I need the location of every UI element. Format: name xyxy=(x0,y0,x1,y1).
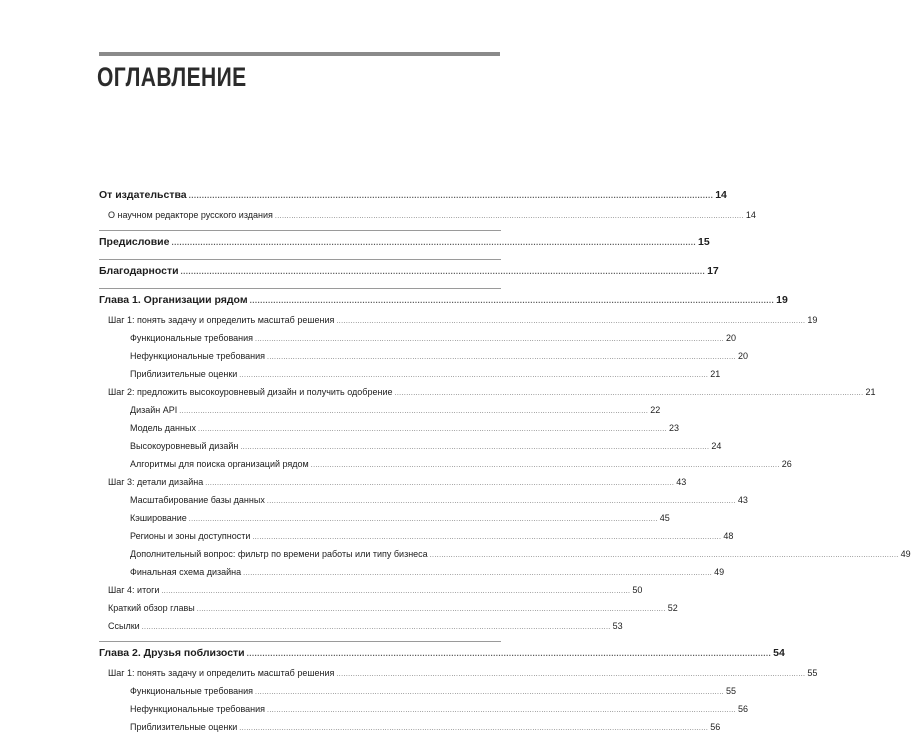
toc-dot-leader: ........................................................................................................................................................................................................ xyxy=(141,624,611,631)
toc-entry-level-2[interactable] xyxy=(99,664,818,682)
toc-entry-page: 15 xyxy=(698,236,710,248)
toc-entry-title: Шаг 4: итоги xyxy=(108,585,160,595)
toc-entry-level-2[interactable] xyxy=(99,383,876,401)
toc-dot-leader: ........................................................................................................................................................................................................ xyxy=(274,213,744,220)
toc-dot-leader: ........................................................................................................................................................................................................ xyxy=(188,516,658,523)
toc-entry-title: Краткий обзор главы xyxy=(108,603,195,613)
toc-dot-leader: ........................................................................................................................................................................................................ xyxy=(239,372,709,379)
toc-dot-leader: ........................................................................................................................................................................................................ xyxy=(197,426,667,433)
toc-entry-level-3[interactable] xyxy=(99,509,670,527)
toc-entry-page: 53 xyxy=(612,621,623,631)
page-title: ОГЛАВЛЕНИЕ xyxy=(97,62,247,92)
toc-entry-level-2[interactable] xyxy=(99,599,678,617)
toc-entry-level-3[interactable] xyxy=(99,329,737,347)
toc-entry-page: 19 xyxy=(776,294,788,306)
toc-entry-page: 19 xyxy=(807,315,818,325)
toc-dot-leader: ........................................................................................................................................................................................................ xyxy=(336,671,806,678)
toc-entry-page: 50 xyxy=(632,585,643,595)
toc-entry-page: 56 xyxy=(710,722,721,732)
toc-dot-leader: ........................................................................................................................................................................................................ xyxy=(180,267,706,276)
toc-entry-title: Высокоуровневый дизайн xyxy=(130,441,239,451)
toc-entry-level-3[interactable] xyxy=(99,563,725,581)
toc-entry-level-3[interactable] xyxy=(99,347,748,365)
toc-entry-level-3[interactable] xyxy=(99,491,748,509)
toc-entry-page: 45 xyxy=(659,513,670,523)
toc-entry-title: Предисловие xyxy=(99,236,170,248)
toc-entry-title: Глава 2. Друзья поблизости xyxy=(99,647,245,659)
toc-entry-page: 23 xyxy=(668,423,679,433)
toc-dot-leader: ........................................................................................................................................................................................................ xyxy=(243,570,713,577)
toc-entry-title: Шаг 2: предложить высокоуровневый дизайн и получить одобрение xyxy=(108,387,393,397)
toc-entry-level-3[interactable] xyxy=(99,527,734,545)
toc-dot-leader: ........................................................................................................................................................................................................ xyxy=(246,649,772,658)
toc-entry-level-3[interactable] xyxy=(99,545,911,563)
toc-entry-level-3[interactable] xyxy=(99,700,748,718)
toc-entry-level-3[interactable] xyxy=(99,401,661,419)
toc-entry-page: 55 xyxy=(726,686,737,696)
heading-rule xyxy=(99,52,500,56)
toc-entry-page: 26 xyxy=(781,459,792,469)
toc-dot-leader: ........................................................................................................................................................................................................ xyxy=(252,534,722,541)
toc-dot-leader: ........................................................................................................................................................................................................ xyxy=(310,462,780,469)
toc-entry-page: 20 xyxy=(726,333,737,343)
toc-entry-title: Модель данных xyxy=(130,423,196,433)
toc-entry-level-2[interactable] xyxy=(99,206,756,224)
toc-entry-level-3[interactable] xyxy=(99,455,792,473)
toc-entry-page: 14 xyxy=(715,189,727,201)
toc-entry-title: Регионы и зоны доступности xyxy=(130,531,251,541)
toc-entry-page: 17 xyxy=(707,265,719,277)
toc-entry-level-3[interactable] xyxy=(99,365,721,383)
toc-dot-leader: ........................................................................................................................................................................................................ xyxy=(267,354,736,361)
toc-entry-level-3[interactable] xyxy=(99,682,737,700)
toc-entry-title: Дизайн API xyxy=(130,405,178,415)
toc-entry-level-2[interactable] xyxy=(99,473,687,491)
toc-entry-page: 22 xyxy=(650,405,661,415)
toc-dot-leader: ........................................................................................................................................................................................................ xyxy=(205,480,675,487)
toc-entry-page: 49 xyxy=(900,549,911,559)
toc-dot-leader: ........................................................................................................................................................................................................ xyxy=(188,191,714,200)
toc-dot-leader: ........................................................................................................................................................................................................ xyxy=(255,689,725,696)
toc-dot-leader: ........................................................................................................................................................................................................ xyxy=(179,408,649,415)
toc-entry-title: Нефункциональные требования xyxy=(130,351,266,361)
toc-dot-leader: ........................................................................................................................................................................................................ xyxy=(266,498,736,505)
toc-dot-leader: ........................................................................................................................................................................................................ xyxy=(249,296,775,305)
toc-entry-level-1[interactable] xyxy=(99,184,727,206)
toc-entry-level-1[interactable] xyxy=(99,641,785,664)
toc-entry-page: 14 xyxy=(745,210,756,220)
toc-entry-level-2[interactable] xyxy=(99,581,643,599)
toc-entry-title: Кэширование xyxy=(130,513,187,523)
toc-entry-title: Приблизительные оценки xyxy=(130,369,238,379)
toc-entry-page: 20 xyxy=(737,351,748,361)
toc-entry-level-3[interactable] xyxy=(99,419,679,437)
toc-entry-title: Шаг 1: понять задачу и определить масштаб решения xyxy=(108,668,335,678)
toc-entry-page: 21 xyxy=(865,387,876,397)
toc-entry-title: Функциональные требования xyxy=(130,686,254,696)
toc-entry-title: Финальная схема дизайна xyxy=(130,567,242,577)
toc-entry-title: От издательства xyxy=(99,189,187,201)
toc-dot-leader: ........................................................................................................................................................................................................ xyxy=(161,588,631,595)
toc-entry-page: 54 xyxy=(773,647,785,659)
toc-entry-title: Шаг 1: понять задачу и определить масштаб решения xyxy=(108,315,335,325)
toc-entry-title: Дополнительный вопрос: фильтр по времени работы или типу бизнеса xyxy=(130,549,428,559)
toc-entry-page: 43 xyxy=(676,477,687,487)
toc-entry-level-1[interactable] xyxy=(99,288,788,311)
toc-dot-leader: ........................................................................................................................................................................................................ xyxy=(429,552,899,559)
toc-entry-level-1[interactable] xyxy=(99,259,719,282)
toc-entry-page: 43 xyxy=(737,495,748,505)
toc-entry-level-3[interactable] xyxy=(99,718,721,736)
toc-entry-title: Благодарности xyxy=(99,265,179,277)
toc-entry-title: Ссылки xyxy=(108,621,140,631)
toc-dot-leader: ........................................................................................................................................................................................................ xyxy=(336,318,806,325)
toc-entry-title: Масштабирование базы данных xyxy=(130,495,265,505)
toc-dot-leader: ........................................................................................................................................................................................................ xyxy=(255,336,725,343)
toc-entry-title: О научном редакторе русского издания xyxy=(108,210,273,220)
toc-entry-level-3[interactable] xyxy=(99,437,722,455)
toc-entry-page: 49 xyxy=(714,567,725,577)
toc-entry-page: 56 xyxy=(737,704,748,714)
toc-entry-title: Шаг 3: детали дизайна xyxy=(108,477,204,487)
toc-dot-leader: ........................................................................................................................................................................................................ xyxy=(196,606,666,613)
toc-entry-level-1[interactable] xyxy=(99,230,710,253)
toc-entry-page: 21 xyxy=(710,369,721,379)
toc-dot-leader: ........................................................................................................................................................................................................ xyxy=(394,390,864,397)
table-of-contents xyxy=(99,184,911,736)
toc-entry-page: 24 xyxy=(711,441,722,451)
toc-entry-level-2[interactable] xyxy=(99,311,818,329)
toc-entry-page: 48 xyxy=(723,531,734,541)
toc-dot-leader: ........................................................................................................................................................................................................ xyxy=(171,238,696,247)
toc-entry-title: Глава 1. Организации рядом xyxy=(99,294,248,306)
toc-entry-title: Алгоритмы для поиска организаций рядом xyxy=(130,459,309,469)
toc-entry-page: 52 xyxy=(667,603,678,613)
toc-entry-level-2[interactable] xyxy=(99,617,623,635)
toc-entry-page: 55 xyxy=(807,668,818,678)
toc-dot-leader: ........................................................................................................................................................................................................ xyxy=(267,707,736,714)
toc-entry-title: Функциональные требования xyxy=(130,333,254,343)
toc-dot-leader: ........................................................................................................................................................................................................ xyxy=(240,444,710,451)
toc-entry-title: Нефункциональные требования xyxy=(130,704,266,714)
toc-entry-title: Приблизительные оценки xyxy=(130,722,238,732)
toc-dot-leader: ........................................................................................................................................................................................................ xyxy=(239,725,709,732)
